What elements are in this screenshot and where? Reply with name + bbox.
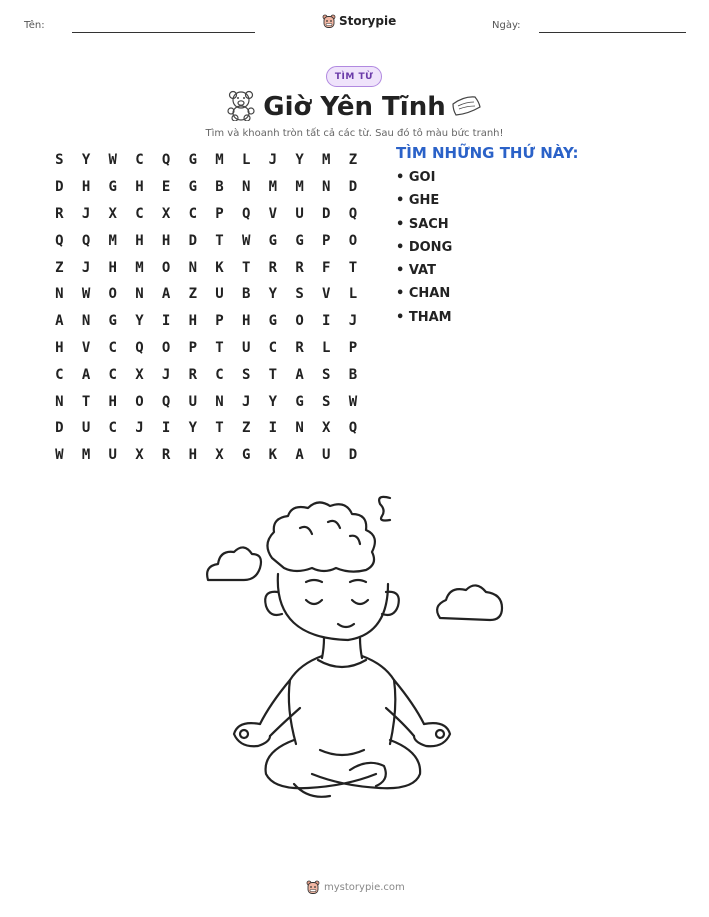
grid-cell[interactable]: K [215, 259, 224, 276]
grid-cell[interactable]: J [81, 205, 91, 222]
grid-cell[interactable]: N [322, 179, 331, 196]
grid-cell[interactable]: Z [55, 259, 64, 276]
grid-row [46, 442, 366, 469]
grid-cell[interactable]: M [81, 447, 91, 464]
grid-cell[interactable]: D [188, 232, 197, 249]
brand-name: Storypie [339, 14, 397, 28]
grid-cell[interactable]: P [215, 205, 224, 222]
grid-cell[interactable]: G [268, 232, 278, 249]
grid-cell[interactable]: G [108, 179, 117, 196]
grid-cell[interactable]: S [322, 366, 331, 383]
grid-cell[interactable]: I [161, 420, 171, 437]
grid-cell[interactable]: M [108, 232, 117, 249]
grid-cell[interactable]: U [241, 339, 251, 356]
word-list-item: • CHAN [396, 286, 452, 309]
grid-cell[interactable]: Z [348, 152, 358, 169]
grid-cell[interactable]: W [348, 393, 358, 410]
grid-cell[interactable]: J [161, 366, 171, 383]
grid-cell[interactable]: R [268, 259, 278, 276]
grid-cell[interactable]: W [55, 447, 64, 464]
grid-cell[interactable]: R [55, 205, 64, 222]
grid-cell[interactable]: G [295, 393, 304, 410]
grid-cell[interactable]: C [108, 366, 117, 383]
grid-row [46, 174, 366, 201]
grid-cell[interactable]: O [161, 339, 171, 356]
word-list [396, 170, 452, 333]
grid-cell[interactable]: M [322, 152, 331, 169]
grid-cell[interactable]: G [295, 232, 304, 249]
grid-cell[interactable]: X [322, 420, 331, 437]
grid-cell[interactable]: C [268, 339, 278, 356]
storypie-mascot-icon [322, 13, 336, 29]
grid-cell[interactable]: R [295, 259, 304, 276]
grid-cell[interactable]: G [241, 447, 251, 464]
footer [306, 879, 405, 895]
grid-cell[interactable]: X [108, 205, 117, 222]
grid-cell[interactable]: V [81, 339, 91, 356]
footer-url[interactable]: mystorypie.com [324, 881, 405, 893]
grid-cell[interactable]: N [295, 420, 304, 437]
grid-cell[interactable]: G [268, 313, 278, 330]
grid-cell[interactable]: U [295, 205, 304, 222]
grid-row [46, 254, 366, 281]
grid-row [46, 335, 366, 362]
grid-cell[interactable]: R [188, 366, 197, 383]
grid-cell[interactable]: O [108, 286, 117, 303]
grid-cell[interactable]: H [161, 232, 171, 249]
grid-cell[interactable]: Z [188, 286, 197, 303]
grid-cell[interactable]: M [215, 152, 224, 169]
grid-cell[interactable]: W [108, 152, 117, 169]
grid-cell[interactable]: D [55, 420, 64, 437]
grid-cell[interactable]: L [322, 339, 331, 356]
grid-cell[interactable]: D [348, 179, 358, 196]
grid-cell[interactable]: C [55, 366, 64, 383]
grid-cell[interactable]: Y [268, 393, 278, 410]
grid-row [46, 361, 366, 388]
grid-cell[interactable]: X [215, 447, 224, 464]
grid-cell[interactable]: T [268, 366, 278, 383]
grid-cell[interactable]: C [135, 152, 144, 169]
grid-cell[interactable]: H [108, 393, 117, 410]
grid-row [46, 227, 366, 254]
grid-cell[interactable]: Q [161, 393, 171, 410]
grid-cell[interactable]: B [215, 179, 224, 196]
grid-cell[interactable]: P [188, 339, 197, 356]
grid-cell[interactable]: M [135, 259, 144, 276]
grid-cell[interactable]: N [55, 286, 64, 303]
word-list-item: • SACH [396, 217, 452, 240]
grid-row [46, 388, 366, 415]
grid-cell[interactable]: S [241, 366, 251, 383]
grid-cell[interactable]: L [348, 286, 358, 303]
grid-cell[interactable]: Q [241, 205, 251, 222]
grid-cell[interactable]: P [215, 313, 224, 330]
grid-cell[interactable]: Y [295, 152, 304, 169]
grid-cell[interactable]: V [268, 205, 278, 222]
grid-cell[interactable]: S [322, 393, 331, 410]
grid-cell[interactable]: C [188, 205, 197, 222]
grid-cell[interactable]: A [55, 313, 64, 330]
name-label: Tên: [24, 20, 45, 31]
grid-cell[interactable]: Q [81, 232, 91, 249]
word-search-badge: TÌM TỪ [326, 66, 382, 87]
word-list-item: • DONG [396, 240, 452, 263]
letter-grid [46, 147, 366, 469]
grid-cell[interactable]: Z [241, 420, 251, 437]
grid-row [46, 281, 366, 308]
meditating-child-illustration [200, 488, 510, 808]
grid-cell[interactable]: O [161, 259, 171, 276]
grid-cell[interactable]: H [188, 313, 197, 330]
grid-cell[interactable]: H [135, 232, 144, 249]
date-label: Ngày: [492, 20, 521, 31]
grid-cell[interactable]: A [161, 286, 171, 303]
instructions: Tìm và khoanh tròn tất cả các từ. Sau đó tô màu bức tranh! [205, 128, 504, 139]
grid-cell[interactable]: F [322, 259, 331, 276]
grid-cell[interactable]: T [81, 393, 91, 410]
grid-cell[interactable]: C [215, 366, 224, 383]
grid-cell[interactable]: T [215, 232, 224, 249]
grid-cell[interactable]: J [135, 420, 144, 437]
grid-cell[interactable]: E [161, 179, 171, 196]
grid-cell[interactable]: H [108, 259, 117, 276]
grid-cell[interactable]: N [55, 393, 64, 410]
pillow-icon [450, 94, 482, 118]
grid-cell[interactable]: Y [81, 152, 91, 169]
grid-cell[interactable]: O [348, 232, 358, 249]
grid-cell[interactable]: O [295, 313, 304, 330]
grid-cell[interactable]: G [188, 152, 197, 169]
grid-cell[interactable]: Q [161, 152, 171, 169]
word-list-item: • GHE [396, 193, 452, 216]
grid-cell[interactable]: P [348, 339, 358, 356]
grid-cell[interactable]: H [135, 179, 144, 196]
grid-cell[interactable]: T [215, 339, 224, 356]
grid-cell[interactable]: N [188, 259, 197, 276]
grid-cell[interactable]: Q [55, 232, 64, 249]
grid-cell[interactable]: I [161, 313, 171, 330]
grid-cell[interactable]: Q [348, 205, 358, 222]
storypie-mascot-icon [306, 879, 320, 895]
grid-row [46, 201, 366, 228]
grid-cell[interactable]: A [81, 366, 91, 383]
grid-cell[interactable]: K [268, 447, 278, 464]
grid-cell[interactable]: X [135, 366, 144, 383]
grid-cell[interactable]: A [295, 366, 304, 383]
grid-cell[interactable]: N [241, 179, 251, 196]
grid-row [46, 147, 366, 174]
grid-cell[interactable]: U [322, 447, 331, 464]
name-line[interactable] [72, 32, 255, 33]
grid-cell[interactable]: W [241, 232, 251, 249]
grid-cell[interactable]: R [295, 339, 304, 356]
brand-logo [322, 13, 396, 29]
grid-cell[interactable]: B [241, 286, 251, 303]
grid-cell[interactable]: M [295, 179, 304, 196]
grid-cell[interactable]: H [55, 339, 64, 356]
grid-cell[interactable]: H [241, 313, 251, 330]
grid-cell[interactable]: Y [268, 286, 278, 303]
grid-cell[interactable]: H [81, 179, 91, 196]
grid-cell[interactable]: O [135, 393, 144, 410]
grid-cell[interactable]: X [135, 447, 144, 464]
grid-cell[interactable]: T [241, 259, 251, 276]
grid-cell[interactable]: J [348, 313, 358, 330]
grid-cell[interactable]: N [81, 313, 91, 330]
word-list-item: • THAM [396, 310, 452, 333]
grid-cell[interactable]: N [215, 393, 224, 410]
grid-cell[interactable]: A [295, 447, 304, 464]
grid-cell[interactable]: W [81, 286, 91, 303]
grid-cell[interactable]: Q [135, 339, 144, 356]
grid-cell[interactable]: J [268, 152, 278, 169]
grid-cell[interactable]: U [188, 393, 197, 410]
grid-cell[interactable]: L [241, 152, 251, 169]
grid-cell[interactable]: C [108, 420, 117, 437]
grid-cell[interactable]: Y [135, 313, 144, 330]
grid-cell[interactable]: S [295, 286, 304, 303]
grid-cell[interactable]: C [135, 205, 144, 222]
grid-cell[interactable]: N [135, 286, 144, 303]
grid-cell[interactable]: Y [188, 420, 197, 437]
date-line[interactable] [539, 32, 686, 33]
grid-cell[interactable]: G [188, 179, 197, 196]
word-list-item: • VAT [396, 263, 452, 286]
grid-cell[interactable]: I [322, 313, 331, 330]
grid-cell[interactable]: S [55, 152, 64, 169]
grid-cell[interactable]: U [215, 286, 224, 303]
grid-cell[interactable]: Q [348, 420, 358, 437]
grid-cell[interactable]: P [322, 232, 331, 249]
grid-cell[interactable]: R [161, 447, 171, 464]
grid-cell[interactable]: G [108, 313, 117, 330]
grid-cell[interactable]: H [188, 447, 197, 464]
grid-cell[interactable]: U [108, 447, 117, 464]
grid-cell[interactable]: I [268, 420, 278, 437]
grid-cell[interactable]: V [322, 286, 331, 303]
grid-cell[interactable]: T [348, 259, 358, 276]
page-title: Giờ Yên Tĩnh [263, 92, 446, 122]
grid-cell[interactable]: M [268, 179, 278, 196]
word-list-heading: TÌM NHỮNG THỨ NÀY: [396, 144, 579, 162]
grid-cell[interactable]: J [81, 259, 91, 276]
grid-cell[interactable]: J [241, 393, 251, 410]
grid-cell[interactable]: D [55, 179, 64, 196]
grid-row [46, 415, 366, 442]
grid-cell[interactable]: C [108, 339, 117, 356]
grid-cell[interactable]: D [348, 447, 358, 464]
grid-cell[interactable]: X [161, 205, 171, 222]
grid-cell[interactable]: U [81, 420, 91, 437]
grid-cell[interactable]: B [348, 366, 358, 383]
grid-cell[interactable]: D [322, 205, 331, 222]
grid-row [46, 308, 366, 335]
grid-cell[interactable]: T [215, 420, 224, 437]
word-list-item: • GOI [396, 170, 452, 193]
